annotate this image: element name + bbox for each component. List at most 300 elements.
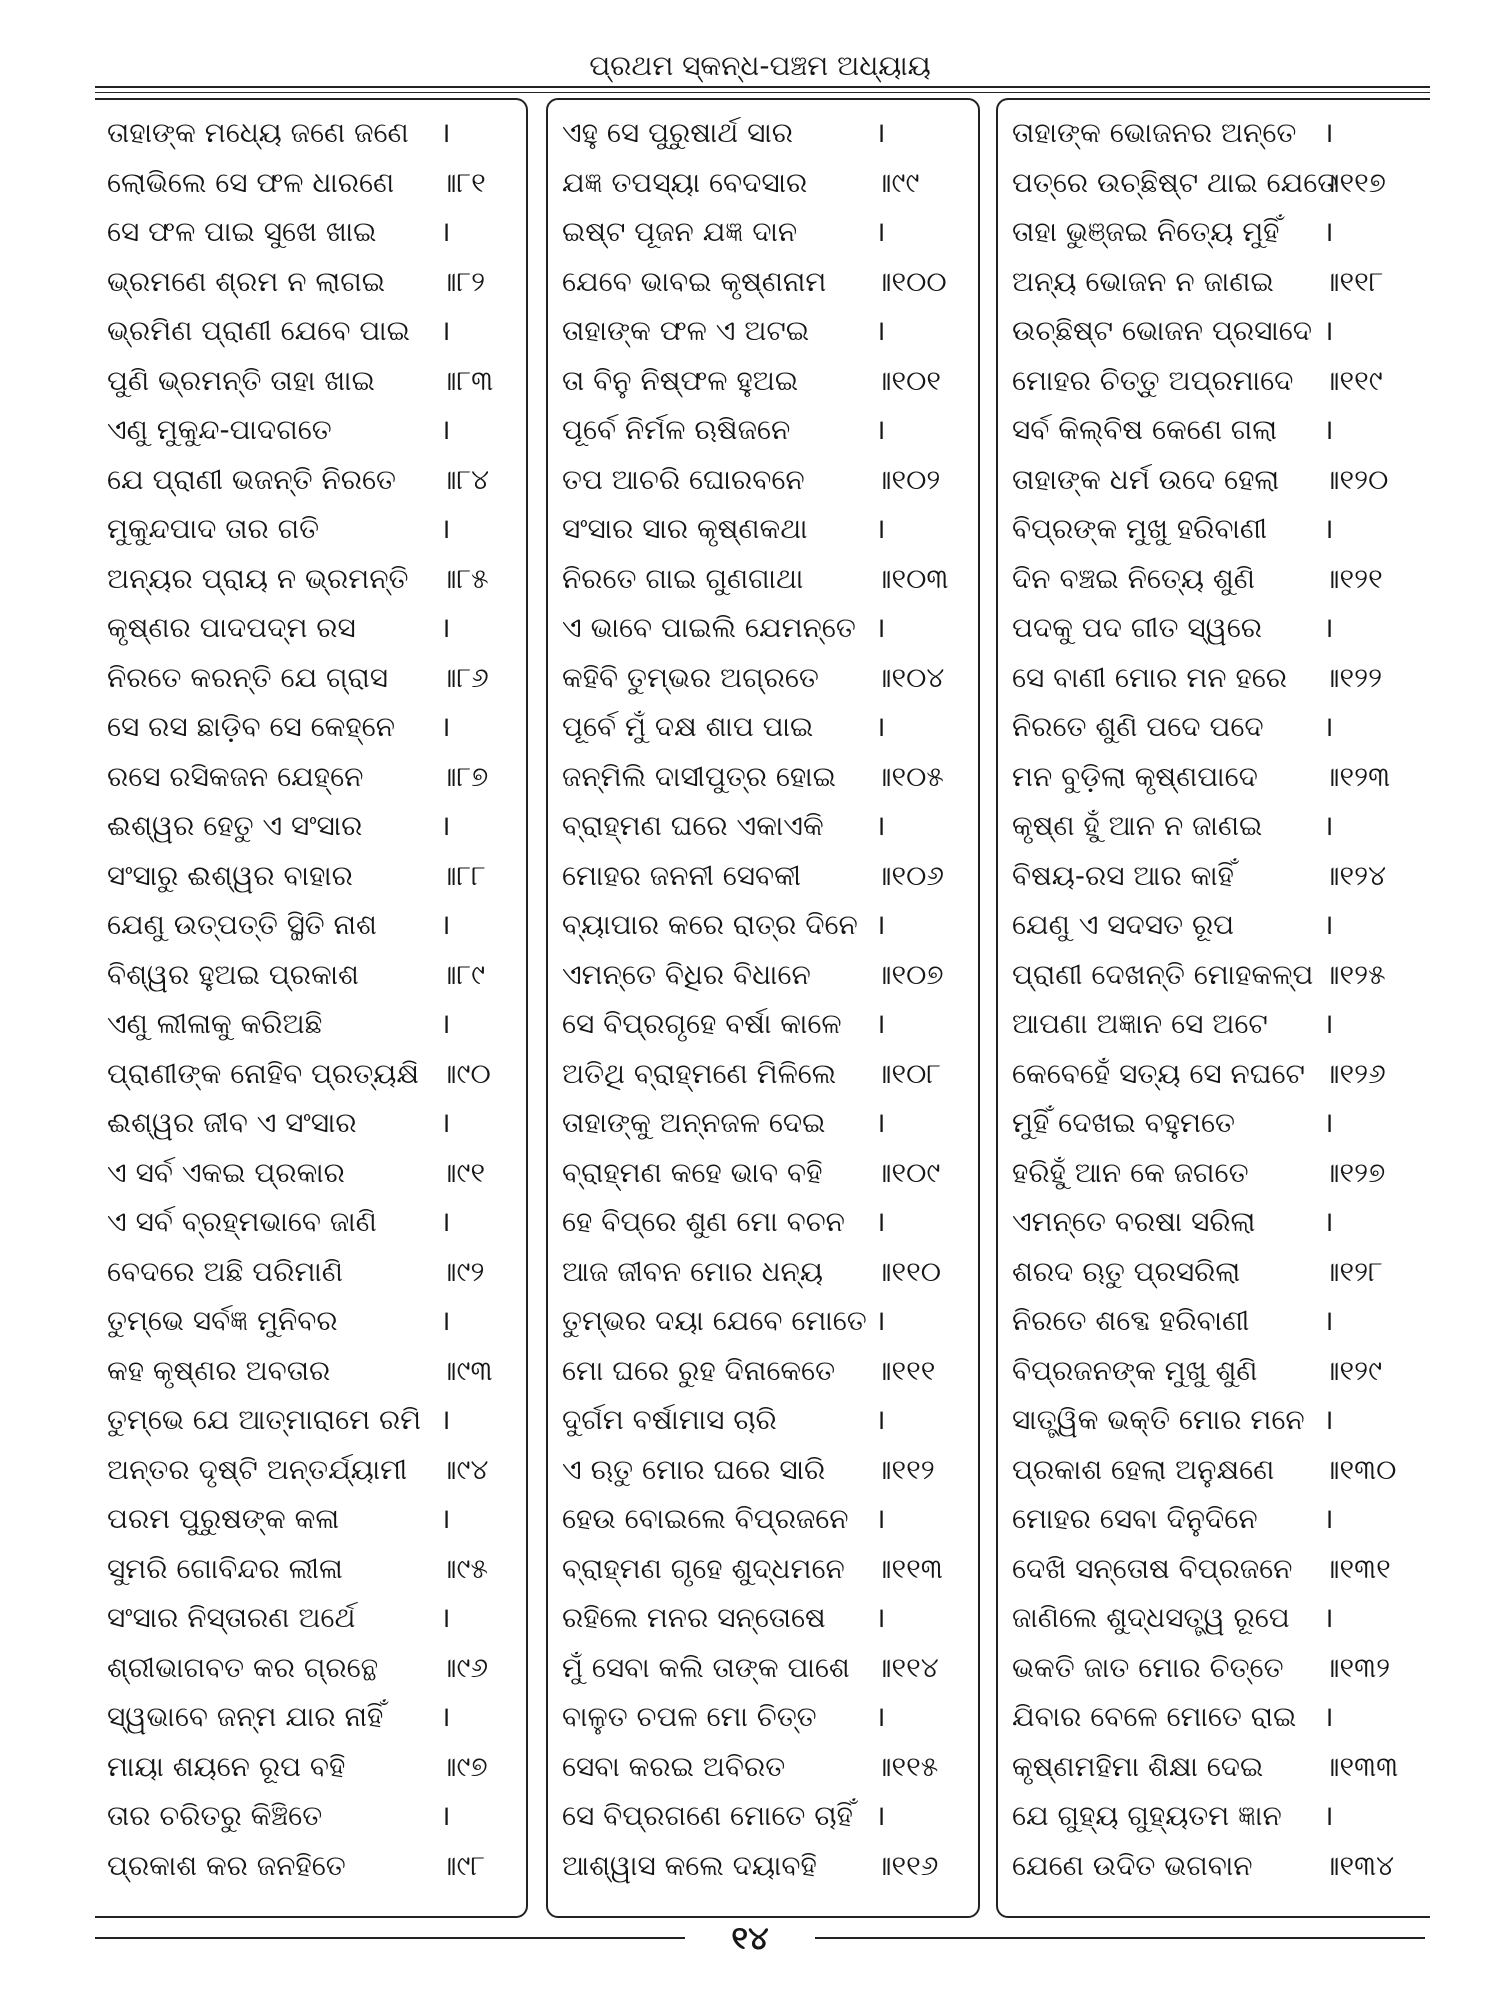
verse-line <box>998 1643 1430 1693</box>
footer-rule-left <box>95 1937 685 1939</box>
verse-text: ତୁମ୍ଭେ ସର୍ବଜ୍ଞ ମୁନିବର <box>107 1304 338 1337</box>
verse-text: ବିଷୟ-ରସ ଆର କାହିଁ <box>1012 858 1234 892</box>
verse-text: ଉଚ୍ଛିଷ୍ଟ ଭୋଜନ ପ୍ରସାଦେ <box>1012 314 1313 347</box>
verse-line <box>95 356 526 406</box>
verse-number: ॥୮୨ <box>440 264 486 298</box>
verse-line <box>548 603 978 653</box>
verse-line <box>548 1593 978 1643</box>
verse-text: ସୁମରି ଗୋବିନ୍ଦର ଲୀଳା <box>107 1551 343 1585</box>
verse-number: । <box>440 116 451 149</box>
verse-number: । <box>1323 611 1334 644</box>
verse-text: ପ୍ରାଣୀଙ୍କ ନୋହିବ ପ୍ରତ୍ୟକ୍ଷି <box>107 1056 419 1090</box>
verse-line <box>95 950 526 1000</box>
verse-text: ବେଦରେ ଅଛି ପରିମାଣି <box>107 1254 343 1288</box>
verse-number: । <box>1323 215 1334 248</box>
verse-line <box>95 405 526 455</box>
verse-number: । <box>440 1700 451 1733</box>
verse-number: ॥୧୨୩ <box>1323 759 1391 793</box>
verse-line <box>548 1049 978 1099</box>
verse-line <box>95 1593 526 1643</box>
verse-line <box>95 1296 526 1346</box>
verse-text: ଦୁର୍ଗମ ବର୍ଷାମାସ ଚାରି <box>562 1403 777 1436</box>
verse-number: ॥୧୧୭ <box>1323 165 1386 199</box>
verse-text: ଏ ସର୍ବ ଏକଇ ପ୍ରକାର <box>107 1155 345 1189</box>
verse-line <box>998 1247 1430 1297</box>
verse-text: ବ୍ରାହ୍ମଣ କହେ ଭାବ ବହି <box>562 1155 823 1189</box>
verse-text: ତାର ଚରିତରୁ କିଞ୍ଚିତେ <box>107 1799 323 1832</box>
verse-line <box>998 1445 1430 1495</box>
verse-text: ବ୍ରାହ୍ମଣ ଘରେ ଏକାଏକି <box>562 809 824 842</box>
verse-number: । <box>1323 1007 1334 1040</box>
verse-line <box>548 1445 978 1495</box>
verse-line <box>95 1346 526 1396</box>
verse-text: ଏହୁ ସେ ପୁରୁଷାର୍ଥ ସାର <box>562 116 794 149</box>
verse-text: ଅନ୍ତର ଦୃଷ୍ଟି ଅନ୍ତର୍ଯ୍ୟାମୀ <box>107 1452 408 1486</box>
verse-text: ଏମନ୍ତେ ବିଧିର ବିଧାନେ <box>562 957 811 991</box>
verse-line <box>998 1197 1430 1247</box>
verse-number: । <box>875 1007 886 1040</box>
verse-number: ॥୯୨ <box>440 1254 485 1288</box>
verse-line <box>95 1841 526 1891</box>
verse-line <box>548 900 978 950</box>
verse-number: । <box>1323 1502 1334 1535</box>
verse-line <box>998 851 1430 901</box>
verse-text: ଭକତି ଜାତ ମୋର ଚିତ୍ତେ <box>1012 1650 1284 1684</box>
verse-text: ଯେ ପ୍ରାଣୀ ଭଜନ୍ତି ନିରତେ <box>107 462 396 496</box>
verse-text: ନିରତେ ଗାଇ ଗୁଣଗାଥା <box>562 561 804 595</box>
verse-line <box>548 702 978 752</box>
verse-number: ॥୧୦୨ <box>875 462 941 496</box>
verse-text: ସାତ୍ତ୍ୱିକ ଭକ୍ତି ମୋର ମନେ <box>1012 1403 1305 1436</box>
verse-text: ଭ୍ରମିଣ ପ୍ରାଣୀ ଯେବେ ପାଇ <box>107 314 410 347</box>
verse-line <box>548 306 978 356</box>
verse-line <box>548 554 978 604</box>
verse-number: । <box>875 1403 886 1436</box>
footer-rule-right <box>815 1937 1425 1939</box>
verse-text: ହରିହୁଁ ଆନ କେ ଜଗତେ <box>1012 1155 1249 1189</box>
verse-number: । <box>875 809 886 842</box>
verse-number: ॥୧୩୦ <box>1323 1452 1397 1486</box>
verse-line <box>998 257 1430 307</box>
verse-number: । <box>440 1799 451 1832</box>
verse-number: । <box>440 809 451 842</box>
verse-number: ॥୧୨୧ <box>1323 561 1383 595</box>
verse-text: ମୋହର ଜନନୀ ସେବକୀ <box>562 858 801 892</box>
verse-line <box>998 702 1430 752</box>
verse-number: । <box>440 1106 451 1139</box>
verse-number: ॥୯୬ <box>440 1650 489 1684</box>
verse-line <box>548 108 978 158</box>
verse-line <box>95 801 526 851</box>
verse-number: ॥୧୧୧ <box>875 1353 936 1387</box>
verse-number: । <box>1323 908 1334 941</box>
verse-column-left <box>95 98 528 1918</box>
verse-line <box>95 554 526 604</box>
verse-number: ॥୧୦୮ <box>875 1056 942 1090</box>
verse-text: ଶରଦ ଋତୁ ପ୍ରସରିଲା <box>1012 1254 1241 1288</box>
verse-text: ତପ ଆଚରି ଘୋରବନେ <box>562 462 805 496</box>
verse-text: ଆପଣା ଅଜ୍ଞାନ ସେ ଅଟେ <box>1012 1007 1268 1040</box>
verse-line <box>548 653 978 703</box>
verse-line <box>548 1643 978 1693</box>
verse-text: ପରମ ପୁରୁଷଙ୍କ କଳା <box>107 1502 340 1535</box>
verse-number: । <box>875 116 886 149</box>
verse-line <box>95 158 526 208</box>
verse-number: । <box>875 413 886 446</box>
verse-number: ॥୧୨୯ <box>1323 1353 1382 1387</box>
verse-number: । <box>875 1700 886 1733</box>
verse-text: ପଦକୁ ପଦ ଗୀତ ସ୍ୱରେ <box>1012 611 1263 644</box>
verse-text: ସେ ରସ ଛାଡ଼ିବ ସେ କେହ୍ନେ <box>107 710 395 743</box>
verse-number: । <box>440 413 451 446</box>
verse-line <box>998 801 1430 851</box>
verse-number: ॥୧୦୧ <box>875 363 941 397</box>
verse-line <box>95 999 526 1049</box>
verse-number: । <box>875 1502 886 1535</box>
verse-line <box>95 1049 526 1099</box>
verse-line <box>548 1098 978 1148</box>
verse-number: । <box>875 512 886 545</box>
verse-number: ॥୧୧୫ <box>875 1749 939 1783</box>
verse-line <box>548 801 978 851</box>
verse-text: ହେ ବିପ୍ରେ ଶୁଣ ମୋ ବଚନ <box>562 1205 845 1238</box>
verse-text: ପ୍ରକାଶ ହେଲା ଅନୁକ୍ଷଣେ <box>1012 1452 1275 1486</box>
verse-line <box>998 108 1430 158</box>
verse-text: ଯେ ଗୁହ୍ୟ ଗୁହ୍ୟତମ ଜ୍ଞାନ <box>1012 1799 1282 1832</box>
verse-text: ତାହାଙ୍କୁ ଅନ୍ନଜଳ ଦେଇ <box>562 1106 826 1139</box>
verse-number: । <box>440 215 451 248</box>
verse-line <box>998 405 1430 455</box>
verse-line <box>998 356 1430 406</box>
verse-number: ॥୧୨୬ <box>1323 1056 1386 1090</box>
verse-text: ସଂସାରୁ ଈଶ୍ୱର ବାହାର <box>107 858 353 892</box>
verse-number: ॥୧୨୮ <box>1323 1254 1383 1288</box>
verse-column-right <box>996 98 1430 1918</box>
verse-column-middle <box>546 98 980 1918</box>
verse-number: । <box>440 1502 451 1535</box>
verse-line <box>998 1494 1430 1544</box>
verse-text: ସେ ବିପ୍ରଗଣେ ମୋତେ ଚାହିଁ <box>562 1799 853 1832</box>
verse-line <box>548 405 978 455</box>
verse-line <box>95 306 526 356</box>
verse-number: । <box>875 1304 886 1337</box>
verse-line <box>548 356 978 406</box>
verse-line <box>548 950 978 1000</box>
verse-line <box>998 1049 1430 1099</box>
verse-text: ତୁମ୍ଭେ ଯେ ଆତ୍ମାରାମେ ରମି <box>107 1403 422 1436</box>
verse-line <box>548 158 978 208</box>
verse-line <box>998 653 1430 703</box>
verse-number: ॥୧୨୦ <box>1323 462 1389 496</box>
verse-number: । <box>440 1403 451 1436</box>
verse-number: ॥୧୦୦ <box>875 264 947 298</box>
verse-text: କୃଷ୍ଣ ହୁଁ ଆନ ନ ଜାଣଇ <box>1012 809 1263 842</box>
verse-number: ॥୯୦ <box>440 1056 491 1090</box>
verse-number: । <box>440 1007 451 1040</box>
verse-number: ॥୮୬ <box>440 660 489 694</box>
verse-line <box>95 1247 526 1297</box>
verse-number: ॥୧୦୫ <box>875 759 944 793</box>
verse-text: ଲୋଭିଲେ ସେ ଫଳ ଧାରଣେ <box>107 165 395 199</box>
verse-text: ଆଜ ଜୀବନ ମୋର ଧନ୍ୟ <box>562 1254 823 1288</box>
verse-line <box>95 752 526 802</box>
verse-text: ପୂର୍ବେ ନିର୍ମଳ ଋଷିଜନେ <box>562 413 791 446</box>
verse-number: ॥୧୨୪ <box>1323 858 1387 892</box>
verse-text: ମନ ବୁଡ଼ିଲା କୃଷ୍ଣପାଦେ <box>1012 759 1258 793</box>
verse-text: ବ୍ରାହ୍ମଣ ଗୃହେ ଶୁଦ୍ଧମନେ <box>562 1551 845 1585</box>
verse-line <box>998 504 1430 554</box>
verse-text: ନିରତେ ଶବ୍ଦେ ହରିବାଣୀ <box>1012 1304 1250 1337</box>
verse-line <box>95 1791 526 1841</box>
verse-number: ॥୮୧ <box>440 165 486 199</box>
verse-number: । <box>1323 1205 1334 1238</box>
verse-text: ସଂସାର ନିସ୍ତାରଣ ଅର୍ଥେ <box>107 1601 356 1634</box>
verse-text: ଅନ୍ୟ ଭୋଜନ ନ ଜାଣଇ <box>1012 264 1274 298</box>
verse-text: ନିରତେ ଶୁଣି ପଦେ ପଦେ <box>1012 710 1264 743</box>
verse-text: ପୁଣି ଭ୍ରମନ୍ତି ତାହା ଖାଇ <box>107 363 375 397</box>
verse-line <box>548 999 978 1049</box>
verse-number: ॥୧୦୭ <box>875 957 944 991</box>
verse-number: ॥୯୧ <box>440 1155 486 1189</box>
verse-line <box>548 1791 978 1841</box>
verse-text: ଯେଣେ ଉଦିତ ଭଗବାନ <box>1012 1848 1253 1882</box>
verse-number: ॥୮୭ <box>440 759 489 793</box>
verse-text: ଈଶ୍ୱର ହେତୁ ଏ ସଂସାର <box>107 809 363 842</box>
verse-number: । <box>440 314 451 347</box>
verse-text: କୃଷ୍ଣର ପାଦପଦ୍ମ ରସ <box>107 611 356 644</box>
verse-number: । <box>440 1205 451 1238</box>
verse-text: ବାଳୁତ ଚପଳ ମୋ ଚିତ୍ତ <box>562 1700 817 1733</box>
verse-line <box>95 653 526 703</box>
verse-number: । <box>875 1205 886 1238</box>
verse-text: କୃଷ୍ଣମହିମା ଶିକ୍ଷା ଦେଇ <box>1012 1749 1264 1783</box>
verse-line <box>95 702 526 752</box>
verse-line <box>95 1742 526 1792</box>
verse-line <box>548 1742 978 1792</box>
verse-number: ॥୧୩୪ <box>1323 1848 1395 1882</box>
verse-number: ॥୯୮ <box>440 1848 486 1882</box>
verse-text: କହିବି ତୁମ୍ଭର ଅଗ୍ରତେ <box>562 660 819 694</box>
verse-number: ॥୧୧୬ <box>875 1848 939 1882</box>
verse-line <box>548 455 978 505</box>
verse-text: ଈଶ୍ୱର ଜୀବ ଏ ସଂସାର <box>107 1106 357 1139</box>
verse-line <box>95 1643 526 1693</box>
verse-line <box>998 900 1430 950</box>
verse-text: ଜନ୍ମିଲି ଦାସୀପୁତ୍ର ହୋଇ <box>562 759 836 793</box>
verse-text: ମୁକୁନ୍ଦପାଦ ତାର ଗତି <box>107 512 320 545</box>
verse-text: ସେ ଫଳ ପାଇ ସୁଖେ ଖାଇ <box>107 215 377 248</box>
verse-line <box>548 1494 978 1544</box>
verse-number: । <box>1323 116 1334 149</box>
verse-line <box>95 1197 526 1247</box>
verse-text: ସେ ବିପ୍ରଗୃହେ ବର୍ଷା କାଳେ <box>562 1007 842 1040</box>
verse-text: ପତ୍ରେ ଉଚ୍ଛିଷ୍ଟ ଥାଇ ଯେତେ <box>1012 165 1338 199</box>
verse-number: ॥୯୪ <box>440 1452 489 1486</box>
verse-line <box>548 1841 978 1891</box>
verse-text: ଯିବାର ବେଳେ ମୋତେ ରାଇ <box>1012 1700 1297 1733</box>
verse-line <box>548 1544 978 1594</box>
verse-number: । <box>1323 1106 1334 1139</box>
verse-number: । <box>1323 1304 1334 1337</box>
verse-number: ॥୧୧୮ <box>1323 264 1384 298</box>
verse-number: । <box>1323 1601 1334 1634</box>
verse-line <box>548 1692 978 1742</box>
verse-line <box>548 257 978 307</box>
verse-line <box>548 1346 978 1396</box>
verse-text: ତା ବିନୁ ନିଷ୍ଫଳ ହୁଅଇ <box>562 363 799 397</box>
header-rule <box>95 86 1430 88</box>
verse-number: । <box>1323 710 1334 743</box>
verse-text: ଭ୍ରମଣେ ଶ୍ରମ ନ ଲାଗଇ <box>107 264 386 298</box>
verse-text: ନିରତେ କରନ୍ତି ଯେ ଗ୍ରାସ <box>107 660 389 694</box>
verse-text: ପୂର୍ବେ ମୁଁ ଦକ୍ଷ ଶାପ ପାଇ <box>562 710 814 743</box>
verse-number: । <box>875 1106 886 1139</box>
verse-number: ॥୮୮ <box>440 858 486 892</box>
verse-line <box>95 257 526 307</box>
verse-number: ॥୧୧୪ <box>875 1650 939 1684</box>
verse-line <box>998 999 1430 1049</box>
verse-text: ହେଉ ବୋଇଲେ ବିପ୍ରଜନେ <box>562 1502 849 1535</box>
verse-line <box>998 306 1430 356</box>
verse-text: ତାହା ଭୁଞ୍ଜଇ ନିତ୍ୟେ ମୁହିଁ <box>1012 215 1280 248</box>
verse-line <box>998 1296 1430 1346</box>
verse-text: ସଂସାର ସାର କୃଷ୍ଣକଥା <box>562 512 808 545</box>
page-number: ୧୪ <box>731 1919 769 1957</box>
verse-line <box>95 207 526 257</box>
verse-text: ସେବା କରଇ ଅବିରତ <box>562 1749 786 1783</box>
verse-text: ଏ ଋତୁ ମୋର ଘରେ ସାରି <box>562 1452 826 1486</box>
verse-line <box>998 1346 1430 1396</box>
verse-number: ॥୧୩୩ <box>1323 1749 1399 1783</box>
verse-number: ॥୮୪ <box>440 462 490 496</box>
verse-number: ॥୮୩ <box>440 363 494 397</box>
verse-number: । <box>875 314 886 347</box>
verse-text: ବିପ୍ରଜନଙ୍କ ମୁଖୁ ଶୁଣି <box>1012 1353 1258 1387</box>
verse-number: । <box>440 1304 451 1337</box>
verse-line <box>998 1692 1430 1742</box>
verse-text: ମାୟା ଶୟନେ ରୂପ ବହି <box>107 1749 346 1783</box>
verse-line <box>548 1247 978 1297</box>
verse-number: । <box>440 611 451 644</box>
verse-number: । <box>1323 413 1334 446</box>
verse-number: । <box>875 215 886 248</box>
verse-number: ॥୮୯ <box>440 957 486 991</box>
verse-number: ॥୮୫ <box>440 561 489 595</box>
verse-number: । <box>875 1799 886 1832</box>
verse-text: ସର୍ବ କିଲ୍‌ବିଷ କେଣେ ଗଲା <box>1012 413 1278 446</box>
verse-text: ଯଜ୍ଞ ତପସ୍ୟା ବେଦସାର <box>562 165 808 199</box>
verse-text: ଅନ୍ୟର ପ୍ରାୟ ନ ଭ୍ରମନ୍ତି <box>107 561 409 595</box>
verse-line <box>998 1593 1430 1643</box>
verse-text: ରସେ ରସିକଜନ ଯେହ୍ନେ <box>107 759 364 793</box>
verse-text: ଦିନ ବଞ୍ଚଇ ନିତ୍ୟେ ଶୁଣି <box>1012 561 1255 595</box>
verse-line <box>998 554 1430 604</box>
verse-line <box>548 207 978 257</box>
verse-number: । <box>875 611 886 644</box>
verse-text: ତୁମ୍ଭର ଦୟା ଯେବେ ମୋତେ <box>562 1304 867 1337</box>
verse-line <box>95 1395 526 1445</box>
verse-line <box>998 207 1430 257</box>
verse-number: । <box>1323 512 1334 545</box>
verse-text: ସ୍ୱଭାବେ ଜନ୍ମ ଯାର ନାହିଁ <box>107 1700 384 1733</box>
verse-number: ॥୧୨୭ <box>1323 1155 1386 1189</box>
verse-text: ଏ ସର୍ବ ବ୍ରହ୍ମଭାବେ ଜାଣି <box>107 1205 377 1238</box>
verse-line <box>548 752 978 802</box>
verse-text: ତାହାଙ୍କ ମଧ୍ୟେ ଜଣେ ଜଣେ <box>107 116 409 149</box>
verse-text: ସେ ବାଣୀ ମୋର ମନ ହରେ <box>1012 660 1288 694</box>
verse-number: ॥୧୧୯ <box>1323 363 1383 397</box>
verse-number: । <box>1323 314 1334 347</box>
verse-text: ପ୍ରାଣୀ ଦେଖନ୍ତି ମୋହକଳ୍ପ <box>1012 957 1314 991</box>
verse-number: । <box>440 908 451 941</box>
verse-line <box>95 1692 526 1742</box>
verse-number: । <box>1323 1403 1334 1436</box>
verse-line <box>95 1148 526 1198</box>
verse-line <box>998 455 1430 505</box>
verse-number: । <box>1323 809 1334 842</box>
verse-text: ଯେବେ ଭାବଇ କୃଷ୍ଣନାମ <box>562 264 827 298</box>
verse-line <box>548 1148 978 1198</box>
verse-text: କହ କୃଷ୍ଣର ଅବତାର <box>107 1353 331 1387</box>
header-rule-thin <box>95 92 1430 93</box>
verse-text: ଯେଣୁ ଉତ୍ପତ୍ତି ସ୍ଥିତି ନାଶ <box>107 908 377 941</box>
verse-text: ତାହାଙ୍କ ଫଳ ଏ ଅଟଇ <box>562 314 810 347</box>
verse-line <box>95 900 526 950</box>
verse-number: ॥୯୯ <box>875 165 920 199</box>
verse-number: ॥୧୨୨ <box>1323 660 1383 694</box>
verse-number: । <box>875 908 886 941</box>
verse-number: ॥୧୩୨ <box>1323 1650 1391 1684</box>
verse-line <box>548 1296 978 1346</box>
verse-line <box>998 1098 1430 1148</box>
verse-line <box>998 1148 1430 1198</box>
verse-text: ଏଣୁ ମୁକୁନ୍ଦ-ପାଦଗତେ <box>107 413 332 446</box>
verse-number: ॥୧୦୩ <box>875 561 949 595</box>
verse-text: ମୁହିଁ ଦେଖଇ ବହୁମତେ <box>1012 1106 1235 1139</box>
verse-line <box>998 950 1430 1000</box>
verse-text: ବ୍ୟାପାର କରେ ରାତ୍ର ଦିନେ <box>562 908 858 941</box>
verse-number: । <box>440 512 451 545</box>
page-header: ପ୍ରଥମ ସ୍କନ୍ଧ-ପଞ୍ଚମ ଅଧ୍ୟାୟ <box>589 49 931 82</box>
verse-line <box>95 1494 526 1544</box>
verse-text: ଯେଣୁ ଏ ସଦସତ ରୂପ <box>1012 908 1235 941</box>
verse-number: ॥୧୧୦ <box>875 1254 941 1288</box>
verse-text: ପ୍ରକାଶ କର ଜନହିତେ <box>107 1848 346 1882</box>
verse-text: ମୋ ଘରେ ରୁହ ଦିନାକେତେ <box>562 1353 836 1387</box>
verse-text: ଇଷ୍ଟ ପୂଜନ ଯଜ୍ଞ ଦାନ <box>562 215 798 248</box>
verse-number: ॥୯୭ <box>440 1749 488 1783</box>
verse-text: ଆଶ୍ୱାସ କଲେ ଦୟାବହି <box>562 1848 817 1882</box>
verse-number: ॥୧୧୩ <box>875 1551 943 1585</box>
verse-number: । <box>1323 1799 1334 1832</box>
verse-number: । <box>1323 1700 1334 1733</box>
verse-line <box>95 1098 526 1148</box>
verse-number: ॥୯୫ <box>440 1551 488 1585</box>
verse-text: ଶ୍ରୀଭାଗବତ କର ଗ୍ରନ୍ଥେ <box>107 1650 379 1684</box>
verse-number: ॥୧୦୪ <box>875 660 945 694</box>
verse-line <box>998 158 1430 208</box>
verse-line <box>998 1742 1430 1792</box>
verse-text: ରହିଲେ ମନର ସନ୍ତୋଷେ <box>562 1601 826 1634</box>
verse-number: । <box>875 1601 886 1634</box>
verse-text: ଜାଣିଲେ ଶୁଦ୍ଧସତ୍ତ୍ୱ ରୂପେ <box>1012 1601 1290 1634</box>
verse-number: ॥୧୧୨ <box>875 1452 935 1486</box>
verse-line <box>95 455 526 505</box>
verse-text: କେବେହେଁ ସତ୍ୟ ସେ ନଘଟେ <box>1012 1056 1305 1090</box>
verse-number: ॥୧୦୬ <box>875 858 944 892</box>
verse-line <box>998 1791 1430 1841</box>
verse-line <box>95 851 526 901</box>
